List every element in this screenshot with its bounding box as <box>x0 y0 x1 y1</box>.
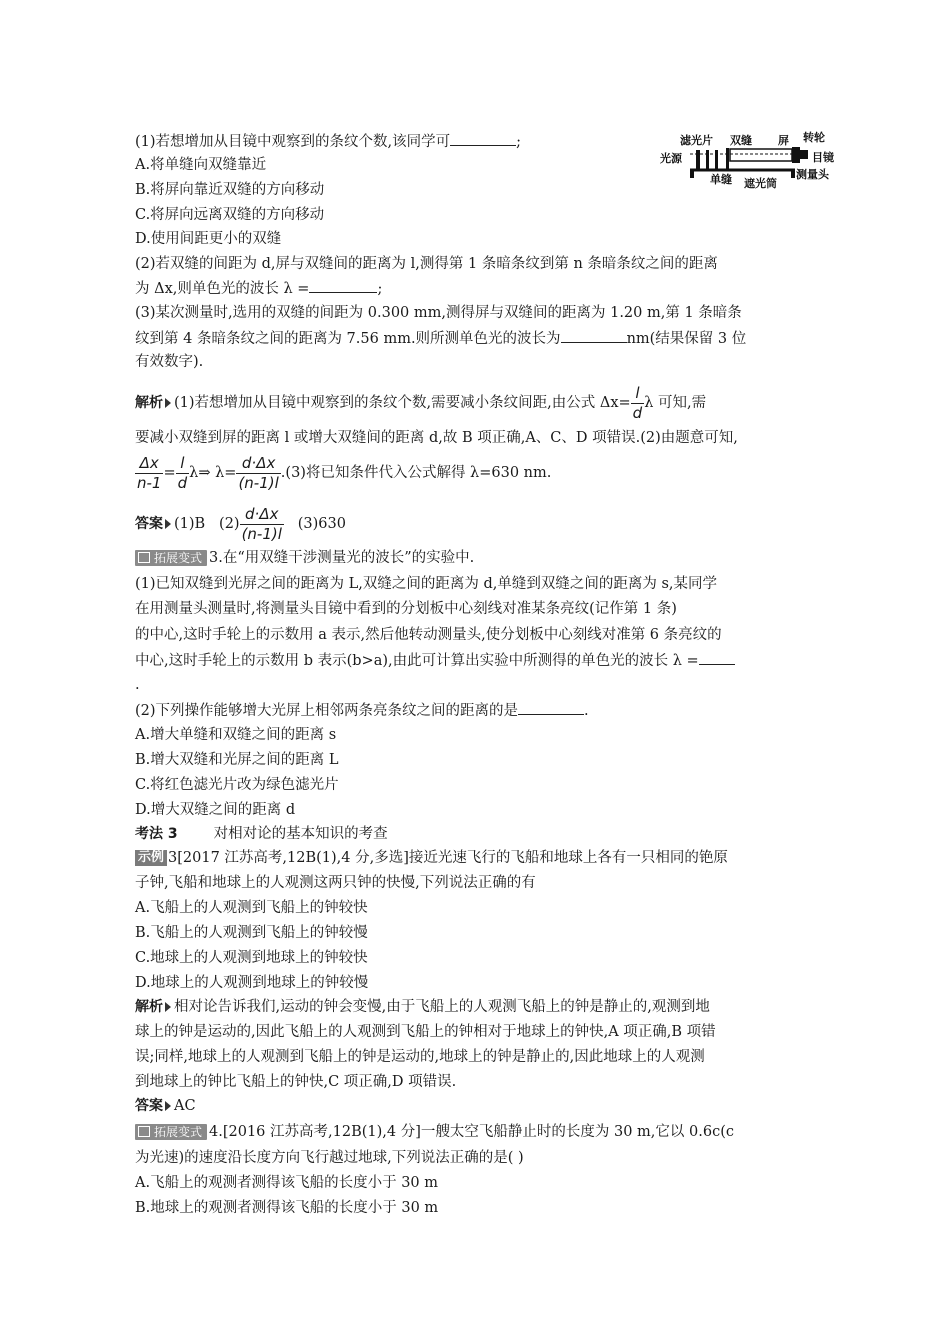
analysis-tag: 解析 <box>135 395 163 411</box>
ext3-option-c: C.将红色滤光片改为绿色滤光片 <box>135 777 339 793</box>
ext3-p1: (1)已知双缝到光屏之间的距离为 L,双缝之间的距离为 d,单缝到双缝之间的距离为 s,某同学 <box>135 576 718 592</box>
analysis2-line4: 到地球上的钟比飞船上的钟快,C 项正确,D 项错误. <box>135 1074 457 1090</box>
analysis2-line3: 误;同样,地球上的人观测到飞船上的钟是运动的,地球上的钟是静止的,因此地球上的人观测 <box>135 1049 705 1065</box>
apparatus-diagram <box>660 130 840 190</box>
label-single-slit: 单缝 <box>710 173 732 186</box>
q3-line1: (3)某次测量时,选用的双缝的间距为 0.300 mm,测得屏与双缝间的距离为 1.20 m,第 1 条暗条 <box>135 305 742 321</box>
fraction-wavelength: $\frac{d\cdot\Delta x}{(n-1)l}$ <box>238 453 279 492</box>
book-icon <box>138 552 150 563</box>
label-head: 测量头 <box>796 168 829 181</box>
q2-line2: 为 Δx,则单色光的波长 λ = ; <box>135 278 382 299</box>
double-slit-holder <box>726 148 729 170</box>
q1-stem: (1)若想增加从目镜中观察到的条纹个数,该同学可 ; <box>135 131 521 152</box>
ext3-option-b: B.增大双缝和光屏之间的距离 L <box>135 752 339 768</box>
label-screen: 屏 <box>778 134 789 147</box>
ext3-p2: 在用测量头测量时,将测量头目镜中看到的分划板中心刻线对准某条亮纹(记作第 1 条) <box>135 601 677 617</box>
arrow-icon <box>165 519 171 529</box>
answer-tag: 答案 <box>135 1098 163 1114</box>
arrow-icon <box>165 398 171 408</box>
answer-blank[interactable] <box>699 650 735 665</box>
ext3-title-line: 拓展变式 3.在“用双缝干涉测量光的波长”的实验中. <box>135 548 474 568</box>
ext4-line2: 为光速)的速度沿长度方向飞行越过地球,下列说法正确的是( ) <box>135 1150 524 1166</box>
book-icon <box>138 1126 150 1137</box>
ext3-p5: . <box>135 677 140 693</box>
fraction-l-over-d: $\frac{l}{d}$ <box>177 453 188 492</box>
ext3-p3: 的中心,这时手轮上的示数用 a 表示,然后他转动测量头,使分划板中心刻线对准第 6 条亮纹的 <box>135 627 722 643</box>
q1-option-c: C.将屏向远离双缝的方向移动 <box>135 207 325 223</box>
q1-option-d: D.使用间距更小的双缝 <box>135 231 282 247</box>
arrow-icon <box>165 1101 171 1111</box>
label-wheel: 转轮 <box>803 131 825 144</box>
answer-tag: 答案 <box>135 516 163 532</box>
answer-blank[interactable] <box>561 328 627 343</box>
analysis2-line1: 解析 相对论告诉我们,运动的钟会变慢,由于飞船上的人观测飞船上的钟是静止的,观测到地 <box>135 999 710 1015</box>
example3-line2: 子钟,飞船和地球上的人观测这两只钟的快慢,下列说法正确的有 <box>135 875 536 891</box>
leg-right <box>791 170 795 178</box>
ext3-option-a: A.增大单缝和双缝之间的距离 s <box>135 727 337 743</box>
analysis1-line3: $\frac{\Delta x}{n-1}$ = $\frac{l}{d}$ λ⇒ λ= $\frac{d\cdot\Delta x}{(n-1)l}$ .(3)将已知条件代入公式解得 λ=630 nm. <box>137 453 552 492</box>
ext3-option-d: D.增大双缝之间的距离 d <box>135 802 296 818</box>
q1-option-b: B.将屏向靠近双缝的方向移动 <box>135 182 325 198</box>
answer-blank[interactable] <box>309 278 377 293</box>
filter-holder <box>706 150 709 170</box>
ext3-p6: (2)下列操作能够增大光屏上相邻两条亮条纹之间的距离的是 . <box>135 700 589 721</box>
example3-option-a: A.飞船上的人观测到飞船上的钟较快 <box>135 900 368 916</box>
eyepiece-block <box>800 150 808 159</box>
ext4-option-a: A.飞船上的观测者测得该飞船的长度小于 30 m <box>135 1175 438 1191</box>
answer2-line: 答案 AC <box>135 1098 196 1114</box>
source-holder <box>696 150 700 170</box>
example-badge: 示例 <box>135 850 167 866</box>
ext4-line1: 拓展变式 4.[2016 江苏高考,12B(1),4 分]一艘太空飞船静止时的长度为 30 m,它以 0.6c(c <box>135 1122 734 1142</box>
label-eyepiece: 目镜 <box>812 151 834 164</box>
section3-heading <box>135 824 388 844</box>
ext4-option-b: B.地球上的观测者测得该飞船的长度小于 30 m <box>135 1200 439 1216</box>
extension-badge: 拓展变式 <box>135 1124 207 1140</box>
analysis1-line1: 解析 (1)若想增加从目镜中观察到的条纹个数,需要减小条纹间距,由公式 Δx= $\frac{l}{d}$ λ 可知,需 <box>135 383 707 422</box>
label-filter: 滤光片 <box>680 134 713 147</box>
answer1-line: 答案 (1)B (2) $\frac{d\cdot\Delta x}{(n-1)l}$ (3)630 <box>135 504 346 543</box>
example3-option-d: D.地球上的人观测到地球上的钟较慢 <box>135 975 369 991</box>
example3-option-c: C.地球上的人观测到地球上的钟较快 <box>135 950 368 966</box>
section-title: 对相对论的基本知识的考查 <box>213 826 388 842</box>
analysis1-line2: 要减小双缝到屏的距离 l 或增大双缝间的距离 d,故 B 项正确,A、C、D 项错误.(2)由题意可知, <box>135 430 738 446</box>
q2-line1: (2)若双缝的间距为 d,屏与双缝间的距离为 l,测得第 1 条暗条纹到第 n 条暗条纹之间的距离 <box>135 256 718 272</box>
label-tube: 遮光筒 <box>744 177 777 190</box>
fraction-dx-over-n1: $\frac{\Delta x}{n-1}$ <box>137 453 162 492</box>
fraction-wavelength: $\frac{d\cdot\Delta x}{(n-1)l}$ <box>241 504 282 543</box>
q3-line2: 纹到第 4 条暗条纹之间的距离为 7.56 mm.则所测单色光的波长为 nm(结果保留 3 位 <box>135 328 746 349</box>
answer-blank[interactable] <box>518 700 584 715</box>
analysis-tag: 解析 <box>135 999 163 1015</box>
label-double-slit: 双缝 <box>730 134 752 147</box>
head-block <box>792 147 800 163</box>
extension-badge: 拓展变式 <box>135 550 207 566</box>
ext3-p4: 中心,这时手轮上的示数用 b 表示(b>a),由此可计算出实验中所测得的单色光的波长 λ = <box>135 650 735 671</box>
leg-left <box>690 170 694 178</box>
example3-option-b: B.飞船上的人观测到飞船上的钟较慢 <box>135 925 368 941</box>
label-light-source: 光源 <box>660 152 682 165</box>
answer-blank[interactable] <box>450 131 516 146</box>
q1-option-a: A.将单缝向双缝靠近 <box>135 157 267 173</box>
slit-holder <box>715 150 718 170</box>
fraction-l-over-d: $\frac{l}{d}$ <box>632 383 643 422</box>
analysis2-line2: 球上的钟是运动的,因此飞船上的人观测到飞船上的钟相对于地球上的钟快,A 项正确,B 项错 <box>135 1024 716 1040</box>
example3-line1: 示例 3[2017 江苏高考,12B(1),4 分,多选]接近光速飞行的飞船和地球上各有一只相同的铯原 <box>135 848 728 868</box>
light-tube <box>730 149 792 161</box>
section-label: 考法 3 <box>135 826 178 842</box>
q3-line3: 有效数字). <box>135 354 204 370</box>
arrow-icon <box>165 1002 171 1012</box>
